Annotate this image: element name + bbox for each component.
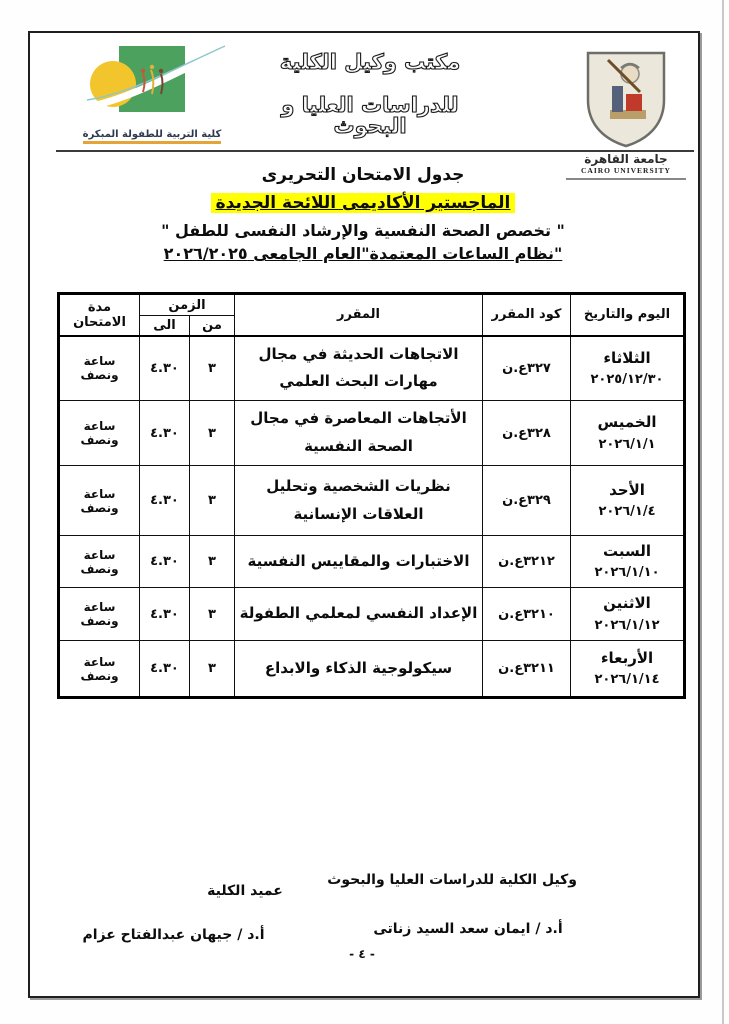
course-code: ٣٢١٠ع.ن	[483, 588, 571, 641]
title-exam-schedule: جدول الامتحان التحريرى	[261, 165, 465, 185]
exam-duration: ساعة ونصف	[59, 536, 140, 588]
exam-duration: ساعة ونصف	[59, 641, 140, 698]
table-row	[59, 401, 685, 466]
scan-edge-artifact	[722, 0, 724, 1024]
table-row	[59, 536, 685, 588]
course-code: ٣٢٧ع.ن	[483, 336, 571, 401]
exam-day: الاثنين	[603, 594, 651, 613]
title-specialization: " تخصص الصحة النفسية والإرشاد النفسى للطفل "	[161, 221, 565, 240]
exam-date: ٢٠٢٦/١/١٢	[594, 617, 660, 633]
exam-day: السبت	[602, 541, 652, 560]
col-header-course: المقرر	[235, 294, 483, 336]
col-header-time: الزمن	[140, 294, 235, 316]
time-to: ٤.٣٠	[140, 466, 190, 536]
cairo-university-emblem-icon	[574, 50, 678, 150]
exam-date: ٢٠٢٦/١/١٤	[594, 672, 660, 688]
exam-date: ٢٠٢٦/١/٤	[598, 504, 656, 520]
exam-day: الثلاثاء	[603, 348, 651, 367]
university-name-arabic: جامعة القاهرة	[584, 152, 668, 166]
exam-duration: ساعة ونصف	[59, 466, 140, 536]
table-row	[59, 641, 685, 698]
exam-day: الأربعاء	[600, 648, 654, 667]
course-name: الاتجاهات الحديثة في مجال مهارات البحث العلمي	[235, 336, 483, 401]
exam-date: ٢٠٢٦/١/١٠	[594, 565, 660, 581]
course-name: الأتجاهات المعاصرة في مجال الصحة النفسية	[235, 401, 483, 466]
col-header-time-from: من	[190, 316, 235, 336]
course-name: نظريات الشخصية وتحليل العلاقات الإنسانية	[235, 466, 483, 536]
course-name: الاختبارات والمقاييس النفسية	[235, 536, 483, 588]
course-code: ٣٢٩ع.ن	[483, 466, 571, 536]
col-header-course-code: كود المقرر	[483, 294, 571, 336]
time-to: ٤.٣٠	[140, 588, 190, 641]
course-name: الإعداد النفسي لمعلمي الطفولة	[235, 588, 483, 641]
time-from: ٣	[190, 401, 235, 466]
time-to: ٤.٣٠	[140, 641, 190, 698]
course-code: ٣٢١٢ع.ن	[483, 536, 571, 588]
college-name: كلية التربية للطفولة المبكرة	[83, 129, 222, 144]
time-from: ٣	[190, 588, 235, 641]
header-divider	[56, 150, 694, 152]
time-from: ٣	[190, 536, 235, 588]
exam-schedule-table	[57, 292, 686, 699]
table-row	[59, 466, 685, 536]
exam-date: ٢٠٢٥/١٢/٣٠	[590, 371, 664, 387]
exam-duration: ساعة ونصف	[59, 401, 140, 466]
vice-dean-title: وكيل الكلية للدراسات العليا والبحوث	[327, 872, 577, 888]
document-titles	[28, 161, 698, 267]
university-name-english: CAIRO UNIVERSITY	[566, 166, 686, 180]
exam-day: الأحد	[609, 480, 645, 499]
table-row	[59, 336, 685, 401]
exam-day: الخميس	[597, 413, 657, 432]
exam-duration: ساعة ونصف	[59, 336, 140, 401]
dean-title: عميد الكلية	[207, 883, 283, 899]
office-line-1: مكتب وكيل الكلية	[279, 50, 461, 74]
course-code: ٣٢٨ع.ن	[483, 401, 571, 466]
time-to: ٤.٣٠	[140, 401, 190, 466]
page-number: - ٤ -	[349, 947, 375, 961]
time-from: ٣	[190, 336, 235, 401]
title-academic-year: "نظام الساعات المعتمدة"العام الجامعى ٢٠٢٦/٢٠٢٥	[163, 244, 563, 263]
vice-dean-name: أ.د / ايمان سعد السيد زناتى	[373, 921, 563, 937]
dean-name: أ.د / جيهان عبدالفتاح عزام	[82, 927, 265, 943]
table-row	[59, 588, 685, 641]
time-from: ٣	[190, 641, 235, 698]
time-from: ٣	[190, 466, 235, 536]
col-header-day-date: اليوم والتاريخ	[571, 294, 685, 336]
college-logo-icon	[77, 44, 227, 118]
office-line-2: للدراسات العليا و البحوث	[281, 93, 459, 138]
course-name: سيكولوجية الذكاء والابداع	[235, 641, 483, 698]
col-header-duration: مدة الامتحان	[59, 294, 140, 336]
time-to: ٤.٣٠	[140, 536, 190, 588]
col-header-time-to: الى	[140, 316, 190, 336]
office-header	[245, 52, 495, 137]
time-to: ٤.٣٠	[140, 336, 190, 401]
exam-date: ٢٠٢٦/١/١	[598, 436, 656, 452]
college-logo	[76, 44, 228, 144]
exam-duration: ساعة ونصف	[59, 588, 140, 641]
title-program-highlighted: الماجستير الأكاديمى اللائحة الجديدة	[211, 193, 516, 213]
course-code: ٣٢١١ع.ن	[483, 641, 571, 698]
